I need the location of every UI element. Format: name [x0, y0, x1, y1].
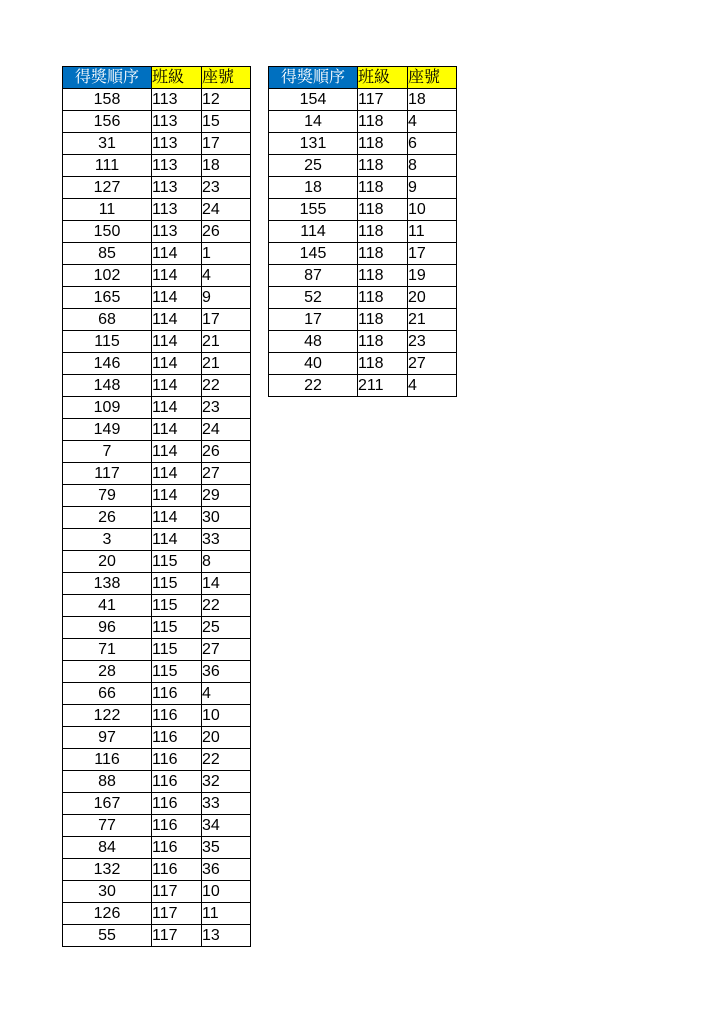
table-row	[269, 331, 457, 353]
table-row	[63, 529, 251, 551]
class-cell: 115	[152, 661, 202, 683]
award-order-cell: 97	[63, 727, 152, 749]
class-cell: 116	[152, 815, 202, 837]
class-cell: 114	[152, 287, 202, 309]
class-cell: 113	[152, 89, 202, 111]
class-cell: 114	[152, 463, 202, 485]
award-order-cell: 87	[269, 265, 358, 287]
seat-number-cell: 4	[408, 111, 457, 133]
class-cell: 113	[152, 221, 202, 243]
award-order-cell: 11	[63, 199, 152, 221]
award-order-cell: 26	[63, 507, 152, 529]
header-class: 班級	[358, 67, 408, 89]
award-order-cell: 117	[63, 463, 152, 485]
seat-number-cell: 17	[202, 133, 251, 155]
seat-number-cell: 11	[202, 903, 251, 925]
seat-number-cell: 25	[202, 617, 251, 639]
award-order-cell: 126	[63, 903, 152, 925]
class-cell: 117	[152, 925, 202, 947]
seat-number-cell: 13	[202, 925, 251, 947]
seat-number-cell: 33	[202, 793, 251, 815]
seat-number-cell: 29	[202, 485, 251, 507]
class-cell: 118	[358, 243, 408, 265]
class-cell: 118	[358, 111, 408, 133]
table-row	[63, 683, 251, 705]
class-cell: 113	[152, 199, 202, 221]
table-row	[269, 375, 457, 397]
table-row	[269, 287, 457, 309]
table-row	[63, 243, 251, 265]
seat-number-cell: 22	[202, 595, 251, 617]
award-order-cell: 138	[63, 573, 152, 595]
seat-number-cell: 22	[202, 375, 251, 397]
table-row	[269, 243, 457, 265]
table-row	[269, 353, 457, 375]
award-table-right	[268, 66, 457, 397]
table-row	[63, 485, 251, 507]
table-row	[269, 155, 457, 177]
award-order-cell: 150	[63, 221, 152, 243]
seat-number-cell: 18	[202, 155, 251, 177]
header-row	[269, 67, 457, 89]
award-order-cell: 30	[63, 881, 152, 903]
class-cell: 113	[152, 133, 202, 155]
table-row	[63, 265, 251, 287]
class-cell: 114	[152, 353, 202, 375]
table-row	[63, 419, 251, 441]
class-cell: 118	[358, 155, 408, 177]
table-row	[63, 859, 251, 881]
seat-number-cell: 27	[202, 463, 251, 485]
table-row	[63, 727, 251, 749]
class-cell: 114	[152, 441, 202, 463]
class-cell: 114	[152, 397, 202, 419]
award-order-cell: 154	[269, 89, 358, 111]
award-order-cell: 66	[63, 683, 152, 705]
seat-number-cell: 10	[202, 705, 251, 727]
award-order-cell: 149	[63, 419, 152, 441]
award-order-cell: 25	[269, 155, 358, 177]
award-order-cell: 111	[63, 155, 152, 177]
award-order-cell: 165	[63, 287, 152, 309]
seat-number-cell: 21	[408, 309, 457, 331]
class-cell: 115	[152, 639, 202, 661]
award-order-cell: 156	[63, 111, 152, 133]
award-order-cell: 55	[63, 925, 152, 947]
seat-number-cell: 19	[408, 265, 457, 287]
award-order-cell: 17	[269, 309, 358, 331]
class-cell: 113	[152, 155, 202, 177]
class-cell: 114	[152, 419, 202, 441]
award-order-cell: 116	[63, 749, 152, 771]
class-cell: 211	[358, 375, 408, 397]
award-order-cell: 31	[63, 133, 152, 155]
class-cell: 118	[358, 177, 408, 199]
class-cell: 114	[152, 243, 202, 265]
table-row	[63, 111, 251, 133]
award-order-cell: 41	[63, 595, 152, 617]
seat-number-cell: 8	[202, 551, 251, 573]
award-order-cell: 96	[63, 617, 152, 639]
table-row	[269, 111, 457, 133]
award-order-cell: 145	[269, 243, 358, 265]
class-cell: 114	[152, 507, 202, 529]
seat-number-cell: 23	[408, 331, 457, 353]
award-order-cell: 115	[63, 331, 152, 353]
award-order-cell: 84	[63, 837, 152, 859]
table-row	[63, 815, 251, 837]
seat-number-cell: 1	[202, 243, 251, 265]
award-order-cell: 52	[269, 287, 358, 309]
seat-number-cell: 21	[202, 331, 251, 353]
seat-number-cell: 36	[202, 859, 251, 881]
header-class: 班級	[152, 67, 202, 89]
table-row	[63, 925, 251, 947]
award-order-cell: 77	[63, 815, 152, 837]
table-row	[63, 353, 251, 375]
seat-number-cell: 4	[202, 683, 251, 705]
seat-number-cell: 24	[202, 199, 251, 221]
seat-number-cell: 4	[202, 265, 251, 287]
table-row	[63, 463, 251, 485]
class-cell: 116	[152, 771, 202, 793]
class-cell: 118	[358, 265, 408, 287]
table-row	[63, 89, 251, 111]
table-row	[269, 89, 457, 111]
award-order-cell: 131	[269, 133, 358, 155]
class-cell: 116	[152, 837, 202, 859]
award-order-cell: 102	[63, 265, 152, 287]
award-order-cell: 114	[269, 221, 358, 243]
award-order-cell: 7	[63, 441, 152, 463]
seat-number-cell: 17	[408, 243, 457, 265]
seat-number-cell: 17	[202, 309, 251, 331]
seat-number-cell: 6	[408, 133, 457, 155]
class-cell: 116	[152, 705, 202, 727]
award-order-cell: 71	[63, 639, 152, 661]
table-row	[63, 749, 251, 771]
table-row	[269, 221, 457, 243]
table-row	[63, 309, 251, 331]
class-cell: 115	[152, 595, 202, 617]
table-row	[63, 375, 251, 397]
class-cell: 114	[152, 331, 202, 353]
seat-number-cell: 11	[408, 221, 457, 243]
table-row	[269, 265, 457, 287]
class-cell: 116	[152, 749, 202, 771]
award-order-cell: 132	[63, 859, 152, 881]
class-cell: 117	[152, 881, 202, 903]
table-row	[63, 837, 251, 859]
award-order-cell: 22	[269, 375, 358, 397]
class-cell: 114	[152, 529, 202, 551]
table-row	[63, 177, 251, 199]
award-order-cell: 18	[269, 177, 358, 199]
seat-number-cell: 21	[202, 353, 251, 375]
seat-number-cell: 10	[408, 199, 457, 221]
table-row	[63, 441, 251, 463]
header-row	[63, 67, 251, 89]
seat-number-cell: 20	[202, 727, 251, 749]
award-order-cell: 146	[63, 353, 152, 375]
header-award-order: 得獎順序	[63, 67, 152, 89]
seat-number-cell: 20	[408, 287, 457, 309]
header-seat-number: 座號	[408, 67, 457, 89]
seat-number-cell: 27	[408, 353, 457, 375]
seat-number-cell: 36	[202, 661, 251, 683]
award-order-cell: 167	[63, 793, 152, 815]
class-cell: 113	[152, 111, 202, 133]
class-cell: 115	[152, 573, 202, 595]
award-order-cell: 148	[63, 375, 152, 397]
award-table-left	[62, 66, 251, 947]
award-order-cell: 88	[63, 771, 152, 793]
class-cell: 118	[358, 287, 408, 309]
award-order-cell: 40	[269, 353, 358, 375]
seat-number-cell: 8	[408, 155, 457, 177]
class-cell: 114	[152, 485, 202, 507]
seat-number-cell: 26	[202, 441, 251, 463]
class-cell: 117	[152, 903, 202, 925]
award-order-cell: 68	[63, 309, 152, 331]
class-cell: 114	[152, 265, 202, 287]
seat-number-cell: 12	[202, 89, 251, 111]
table-row	[269, 309, 457, 331]
header-seat-number: 座號	[202, 67, 251, 89]
award-order-cell: 48	[269, 331, 358, 353]
award-order-cell: 85	[63, 243, 152, 265]
table-row	[63, 595, 251, 617]
class-cell: 115	[152, 617, 202, 639]
table-row	[63, 705, 251, 727]
class-cell: 116	[152, 727, 202, 749]
seat-number-cell: 32	[202, 771, 251, 793]
class-cell: 118	[358, 133, 408, 155]
seat-number-cell: 18	[408, 89, 457, 111]
award-order-cell: 109	[63, 397, 152, 419]
table-row	[63, 573, 251, 595]
table-row	[63, 133, 251, 155]
seat-number-cell: 27	[202, 639, 251, 661]
table-row	[63, 661, 251, 683]
class-cell: 116	[152, 793, 202, 815]
table-row	[63, 507, 251, 529]
table-row	[63, 551, 251, 573]
award-order-cell: 122	[63, 705, 152, 727]
class-cell: 116	[152, 683, 202, 705]
table-row	[269, 133, 457, 155]
table-row	[63, 331, 251, 353]
class-cell: 114	[152, 375, 202, 397]
seat-number-cell: 10	[202, 881, 251, 903]
table-row	[63, 881, 251, 903]
class-cell: 114	[152, 309, 202, 331]
table-row	[63, 397, 251, 419]
seat-number-cell: 26	[202, 221, 251, 243]
seat-number-cell: 30	[202, 507, 251, 529]
table-row	[63, 617, 251, 639]
class-cell: 115	[152, 551, 202, 573]
award-order-cell: 79	[63, 485, 152, 507]
class-cell: 113	[152, 177, 202, 199]
seat-number-cell: 9	[408, 177, 457, 199]
award-order-cell: 3	[63, 529, 152, 551]
seat-number-cell: 23	[202, 397, 251, 419]
class-cell: 118	[358, 309, 408, 331]
award-order-cell: 14	[269, 111, 358, 133]
seat-number-cell: 23	[202, 177, 251, 199]
table-row	[63, 903, 251, 925]
class-cell: 116	[152, 859, 202, 881]
table-row	[63, 793, 251, 815]
seat-number-cell: 4	[408, 375, 457, 397]
seat-number-cell: 14	[202, 573, 251, 595]
seat-number-cell: 22	[202, 749, 251, 771]
class-cell: 118	[358, 221, 408, 243]
header-award-order: 得獎順序	[269, 67, 358, 89]
table-row	[269, 177, 457, 199]
award-order-cell: 127	[63, 177, 152, 199]
award-order-cell: 158	[63, 89, 152, 111]
class-cell: 118	[358, 353, 408, 375]
table-row	[63, 287, 251, 309]
table-row	[63, 155, 251, 177]
table-row	[269, 199, 457, 221]
table-row	[63, 771, 251, 793]
award-order-cell: 20	[63, 551, 152, 573]
seat-number-cell: 15	[202, 111, 251, 133]
class-cell: 118	[358, 331, 408, 353]
award-order-cell: 155	[269, 199, 358, 221]
seat-number-cell: 33	[202, 529, 251, 551]
class-cell: 118	[358, 199, 408, 221]
seat-number-cell: 34	[202, 815, 251, 837]
award-order-cell: 28	[63, 661, 152, 683]
table-row	[63, 199, 251, 221]
seat-number-cell: 24	[202, 419, 251, 441]
table-row	[63, 221, 251, 243]
table-row	[63, 639, 251, 661]
seat-number-cell: 35	[202, 837, 251, 859]
class-cell: 117	[358, 89, 408, 111]
seat-number-cell: 9	[202, 287, 251, 309]
